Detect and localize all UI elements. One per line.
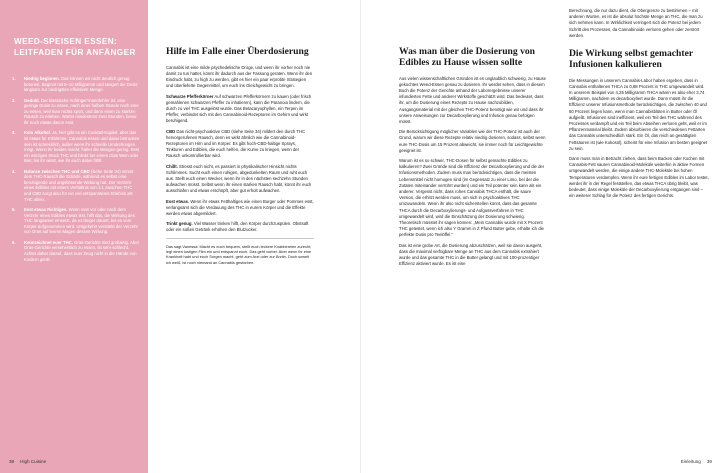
body-paragraph: Das ist eine grobe Art, die Dosierung abzuschätzen, weil sie davon ausgeht, dass die maximal verfügbare Menge an THC aus dem Cannabis extrahiert wurde und das gesamte THC in die Butter gelangt und mit 100-prozentiger Effizienz aktiviert wurde. Es ist eine <box>399 242 543 267</box>
tip-text: (siehe Seite 34) nimmt dem THC-Rausch die Schärfe, während es selbst eine beruhigende und angstlösende Wirkung hat. Der Verzehr eines Edibles mit einem Verhältnis von 1:1 zwischen THC und CBD sorgt also für ein viel entspannteres Erlebnis als THC allein. <box>24 168 134 202</box>
remedy-lead: Trinkt genug. <box>166 221 193 227</box>
body-paragraph: Die Berücksichtigung möglicher Variablen wie der THC-Potenz ist auch der Grund, warum wir diese Rezepte relativ niedrig dosieren, sodass, selbst wenn eure THC-Dosis um 15 Prozent abweicht, sie immer noch für Leichtgewichte geeignet ist. <box>399 129 546 153</box>
overdose-column <box>166 37 314 269</box>
tip-heading: Esst etwas Richtiges. <box>24 207 68 213</box>
tip-item <box>12 169 140 203</box>
remedy-lead: Schwarze Pfefferkörner <box>166 93 214 99</box>
tip-item <box>12 240 140 262</box>
book-title: High Cuisine <box>20 459 47 464</box>
vanessa-note: Das sagt Vanessa: Macht es euch bequem, stellt euch leckere Knabbereien zurecht, legt einen lustigen Film ein und entspannt euch. Das geht vorbei. Aber wenn ihr eine Krankheit habt und euch Sorgen macht, geht zum Arzt oder zur Ärztin. Doch soweit ich weiß, ist noch niemand an Cannabis gestorben. <box>166 238 314 266</box>
tip-text: Der klassische Anfänger*innenfehler ist, eine geringe Dosis zu essen, nach einer halben Stunde noch eine zu essen, weil man nichts spürt, und dann einen zu starken Rausch zu erleben. Wartet mindestens zwei Stunden, bevor ihr noch etwas davon esst. <box>24 97 139 125</box>
remedy-paragraph <box>166 129 314 160</box>
tip-number: 2. <box>12 97 16 103</box>
tip-item <box>12 207 140 235</box>
overdose-intro: Cannabis ist eine milde psychedelische Droge, und wenn ihr vorher noch nie damit zu tun hattet, könnt ihr dadurch aus der Fassung geraten. Wenn ihr den Eindruck habt, zu high zu werden, gibt es hier ein paar erprobte Strategien und überlieferte Gegenmittel, um euch ins Gleichgewicht zu bringen. <box>166 64 313 89</box>
page-number: 39 <box>706 459 712 464</box>
remedy-paragraph <box>166 94 314 125</box>
section-label: Einleitung <box>680 459 701 464</box>
remedy-text: Auf schwarzen Pfefferkörnern zu kauen (oder frisch gemahlenen schwarzen Pfeffer zu inhalieren), kann die Paranoia lindern, die durch zu viel THC ausgelöst wurde. Das Betacaryophyllen, ein Terpen im Pfeffer, verbindet sich mit den Cannabinoid-Rezeptoren im Gehirn und wirkt beruhigend. <box>166 93 312 124</box>
remedy-text: Das nicht-psychoaktive CBD (siehe Seite 34) mildert den durch THC hervorgerufenen Rausch, denn es wirkt ähnlich wie die Cannabinoid-Rezeptoren im Hirn und im Körper. Es gibt hoch-CBD-haltige Sprays, Tinkturen und Edibles, die euch helfen, die Kurve zu kriegen, wenn der Rausch unkontrollierbar wird. <box>166 128 306 159</box>
tip-number: 1. <box>12 76 16 81</box>
remedy-text: Viel Wasser trinken hilft, den Körper durchzuspülen. Obstsaft oder ein süßes Getränk erhöhen den Blutzucker. <box>166 221 309 233</box>
tip-number: 5. <box>12 207 16 213</box>
page-number: 38 <box>9 459 15 464</box>
tip-heading: Kein Alkohol. <box>24 130 51 136</box>
dosing-column <box>399 37 547 271</box>
tip-number: 6. <box>12 239 16 245</box>
remedy-lead: Esst etwas. <box>166 198 190 204</box>
remedy-paragraph <box>166 199 314 218</box>
tip-heading: Balance zwischen THC und CBD <box>24 168 90 174</box>
tip-text: Das können wir nicht deutlich genug betonen. Beginnt mit 5–10 Milligramm und steigert die Dosis langsam zur niedrigsten effektiven Menge. <box>24 76 138 93</box>
tips-list <box>12 76 140 267</box>
overdose-heading: Hilfe im Falle einer Überdosierung <box>166 46 309 57</box>
tip-number: 3. <box>12 130 16 136</box>
infusion-heading: Die Wirkung selbst gemachter Infusionen kalkulieren <box>569 48 693 70</box>
remedy-text: Stresst euch nicht, es passiert in physikalischer Hinsicht nichts Schlimmes. Sucht euch einen ruhigen, abgedunkelten Raum und ruht euch aus. Stellt euch einen Wecker, wenn ihr in den nächsten sechzehn Stunden aufwachen müsst. Selbst wenn ihr einen starken Rausch habt, könnt ihr euch ausschlafen und etwas erschöpft, aber gut erholt aufwachen. <box>166 163 312 194</box>
continued-paragraph: Berechnung, die nur dazu dient, die Obergrenze zu bestimmen – mit anderen Worten, es ist die absolut höchste Menge an THC, die man zu sich nehmen kann. In Wirklichkeit verringert sich die Potenz bei jedem Schritt des Prozesses, da Cannabinoide verloren gehen oder zerstört werden. <box>569 8 703 38</box>
tip-number: 4. <box>12 168 16 174</box>
tip-heading: Geduld. <box>24 97 40 103</box>
right-page <box>360 0 720 473</box>
body-paragraph: Aus vielen wissenschaftlichen Gründen ist es unglaublich schwierig, zu Hause gekochtes Weed-Essen genau zu dosieren. Ihr werdet sehen, dass in diesem Buch die Potenz der Gerichte anhand der Laborergebnisse unserer infundierten Fette und anderer Wirkstoffe geschätzt wird. Das bedeutet, dass ihr, um die Dosierung eines Rezepts zu Hause nachzubilden, Ausgangsmaterial mit der gleichen THC-Potenz benötigt wie wir und dass ihr unsere Anweisungen zur Decarboxylierung und Infusion genau befolgen müsst. <box>399 75 546 125</box>
infusion-column <box>569 8 709 203</box>
remedy-lead: Chillt. <box>166 163 178 169</box>
tip-item <box>12 130 140 164</box>
left-folio <box>6 459 49 464</box>
right-folio <box>678 459 715 464</box>
dosing-heading: Was man über die Dosierung von Edibles zu Hause wissen sollte <box>399 46 536 68</box>
remedy-paragraph <box>166 164 314 195</box>
tip-text: Ja, hier gibt es ein Cocktail-Kapitel, aber das ist etwas für Erfahrene. Cannabis essen und dabei betrunken sein ist schrecklich, außer wenn ihr schnelle Umdrehungen mögt. Wenn ihr beides macht, haltet die Mengen gering. Esst ein winziges Stück THC und bleibt bei einem Glas Wein oder Bier, bis ihr wisst, wie ihr euch dabei fühlt. <box>24 130 140 164</box>
beginner-guide-sidebar <box>0 0 148 473</box>
body-paragraph: Die Messungen in unserem Cannabis-Labor haben ergeben, dass in Cannabis enthaltenes THCA zu 0,88 Prozent in THC umgewandelt wird. In unserem Beispiel von 4,25 Milligramm THCA wären es also eher 3,74 Milligramm, nachdem es decarboxyliert wurde. Dann müsst ihr die Effizienz unserer Infusionsmethode berücksichtigen, die zwischen 40 und 60 Prozent liegen kann, wenn man Cannabisblüten in Butter oder Öl aufgießt. Infusionen sind ineffizient, weil ein Teil des THC während des Prozesses verdampft und ein Teil beim Abseihen verloren geht, weil er im Pflanzenmaterial bleibt. Zudem absorbieren die verschiedenen Fettarten das Cannabis unterschiedlich stark. Ein Öl, das reich an gesättigten Fettsäuren ist (wie Kokosöl), scheint für eine Infusion am besten geeignet zu sein. <box>569 77 708 151</box>
tip-text: Wenn man vor oder nach dem Verzehr eines Edibles etwas isst, hilft das, die Wirkung des THC langsamer einsetzt, da es länger dauert, bis es vom Körper aufgenommen wird. Umgekehrt verstärkt der Verzehr von Gras auf leeren Magen dessen Wirkung. <box>24 207 138 235</box>
tip-heading: Niedrig beginnen. <box>24 76 60 81</box>
body-paragraph: Dann muss man in Betracht ziehen, dass beim Backen oder Kochen mit Cannabis-Fett sauren Cannabinoid-Moleküle weiterhin in aktive Formen umgewandelt werden, die einige andere THC-Moleküle bei hohen Temperaturen verdampfen. Wenn ihr eure fertigen Edibles im Labor testet, werdet ihr in der Regel feststellen, das etwas THCA übrig bleibt, was bedeutet, dass einige Moleküle der Decarboxylierung entgangen sind – ein weiterer Schlag für die Potenz des fertigen Gerichts. <box>569 156 709 199</box>
remedy-text: Wenn ihr etwas Fetthaltiges wie einen Burger oder Pommes esst, verlangsamt sich die Verdauung des THC in eurem Körper und die Effekte werden etwas abgemildert. <box>166 198 314 217</box>
sidebar-title: WEED-SPEISEN ESSEN: LEITFADEN FÜR ANFÄNGER <box>14 37 136 57</box>
tip-text: Gras-Gerichte sind großartig. Aber Gras-Gerichte versehentlich zu essen, ist sehr schlecht. Achtet daher darauf, dass euer Zeug nicht in die Hände von Kindern gerät. <box>24 239 140 262</box>
remedy-lead: CBD <box>166 128 176 134</box>
tip-heading: Kennzeichnet euer THC. <box>24 239 73 245</box>
tip-item <box>12 76 140 93</box>
tip-item <box>12 98 140 126</box>
remedy-paragraph <box>166 221 314 233</box>
body-paragraph: Warum ist es so schwer, THC-Dosen für selbst gemachte Edibles zu kalkulieren? Zwei Gründe sind die Effizienz der Decarboxylierung und die der Infusionsmethoden. Zudem muss man berücksichtigen, dass die meisten Lebensmittel nicht homogen sind (im Gegensatz zu einer Limo, bei der die Zutaten miteinander verrührt wurden) und ein Teil potenter sein kann als ein anderer. Vergesst nicht, dass rohes Cannabis THCA enthält, die saure Version, die erhitzt werden muss, um sich in psychoaktives THC umzuwandeln. Wenn ihr also nicht sicherstellen könnt, dass das gesamte THCA durch die Decarboxylierungs- und Aufgussverfahren in THC umgewandelt wird, wird die Einschätzung der Dosierung schwierig. Theoretisch müsstet ihr sagen können: „Mein Cannabis wurde mit X Prozent THC getestet, wenn ich also Y Gramm in Z Pfund Butter gebe, erhalte ich die perfekte Dosis pro Teelöffel.“ <box>399 158 545 238</box>
